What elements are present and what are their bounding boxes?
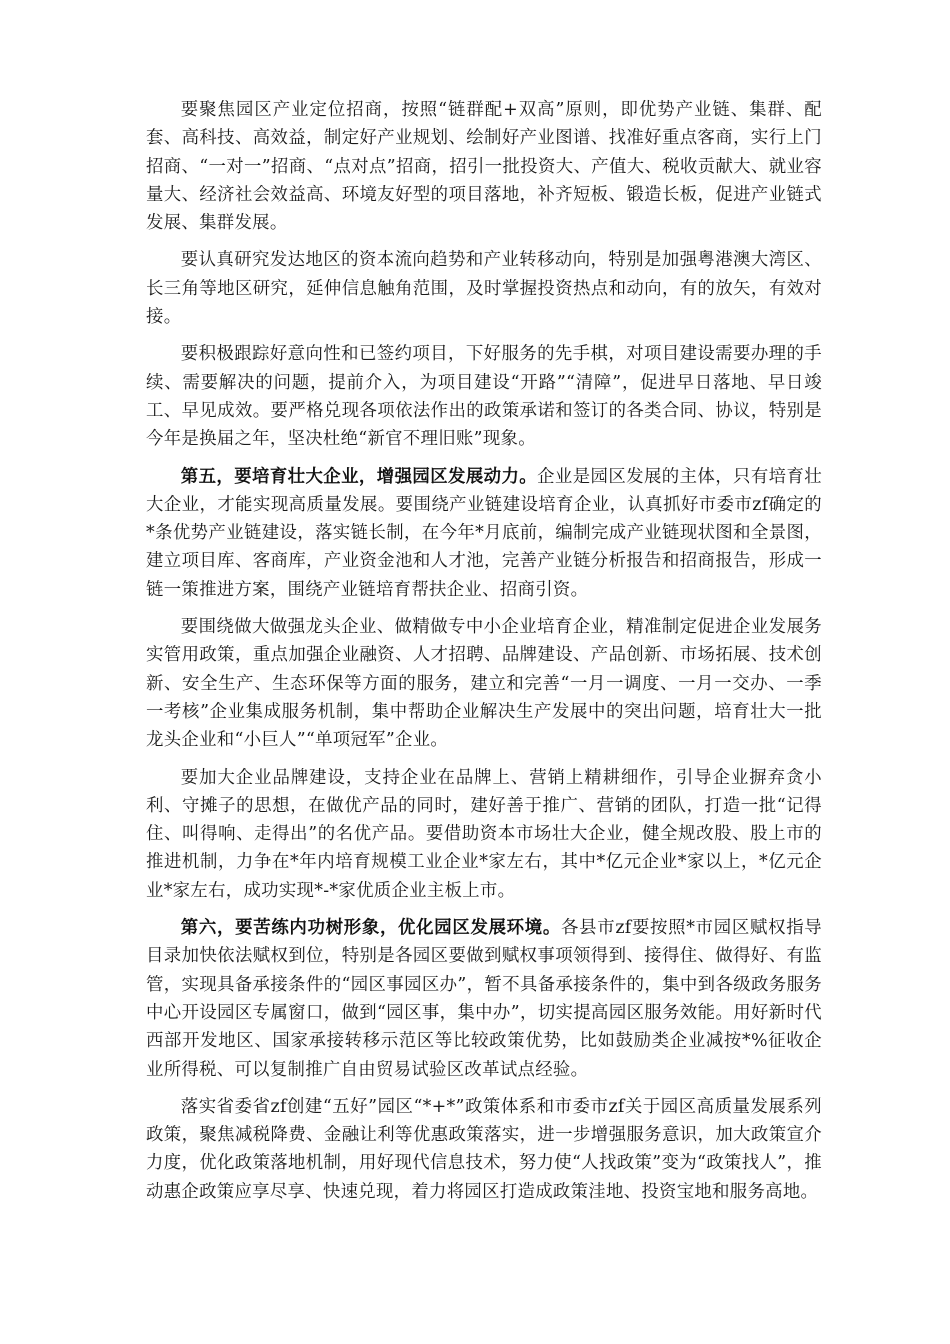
paragraph-5 [146,613,822,754]
paragraph-7 [146,914,822,1084]
paragraph-8-text: 落实省委省zf创建“五好”园区“*+*”政策体系和市委市zf关于园区高质量发展系列政策，聚焦减税降费、金融让利等优惠政策落实，进一步增强服务意识，加大政策宣介力度，优化政策落地机制，用好现代信息技术，努力使“人找政策”变为“政策找人”，推动惠企政策应享尽享、快速兑现，着力将园区打造成政策洼地、投资宝地和服务高地。 [146,1096,822,1202]
paragraph-7-text: 各县市zf要按照*市园区赋权指导目录加快依法赋权到位，特别是各园区要做到赋权事项领得到、接得住、做得好、有监管，实现具备承接条件的“园区事园区办”，暂不具备承接条件的，集中到各级政务服务中心开设园区专属窗口，做到“园区事，集中办”，切实提高园区服务效能。用好新时代西部开发地区、国家承接转移示范区等比较政策优势，比如鼓励类企业减按*%征收企业所得税、可以复制推广自由贸易试验区改革试点经验。 [146,918,822,1080]
paragraph-4-text: 企业是园区发展的主体，只有培育壮大企业，才能实现高质量发展。要围绕产业链建设培育企业，认真抓好市委市zf确定的*条优势产业链建设，落实链长制，在今年*月底前，编制完成产业链现状图和全景图，建立项目库、客商库，产业资金池和人才池，完善产业链分析报告和招商报告，形成一链一策推进方案，围绕产业链培育帮扶企业、招商引资。 [146,466,822,600]
paragraph-6-text: 要加大企业品牌建设，支持企业在品牌上、营销上精耕细作，引导企业摒弃贪小利、守摊子的思想，在做优产品的同时，建好善于推广、营销的团队，打造一批“记得住、叫得响、走得出”的名优产品。要借助资本市场壮大企业，健全规改股、股上市的推进机制，力争在*年内培育规模工业企业*家左右，其中*亿元企业*家以上，*亿元企业*家左右，成功实现*-*家优质企业主板上市。 [146,767,822,901]
paragraph-1 [146,96,822,237]
paragraph-2-text: 要认真研究发达地区的资本流向趋势和产业转移动向，特别是加强粤港澳大湾区、长三角等地区研究，延伸信息触角范围，及时掌握投资热点和动向，有的放矢，有效对接。 [146,250,822,328]
paragraph-8 [146,1093,822,1206]
paragraph-3-text: 要积极跟踪好意向性和已签约项目，下好服务的先手棋，对项目建设需要办理的手续、需要解决的问题，提前介入，为项目建设“开路”“清障”，促进早日落地、早日竣工、早见成效。要严格兑现各项依法作出的政策承诺和签订的各类合同、协议，特别是今年是换届之年，坚决杜绝“新官不理旧账”现象。 [146,344,822,450]
paragraph-2 [146,246,822,331]
paragraph-5-text: 要围绕做大做强龙头企业、做精做专中小企业培育企业，精准制定促进企业发展务实管用政策，重点加强企业融资、人才招聘、品牌建设、产品创新、市场拓展、技术创新、安全生产、生态环保等方面的服务，建立和完善“一月一调度、一月一交办、一季一考核”企业集成服务机制，集中帮助企业解决生产发展中的突出问题，培育壮大一批龙头企业和“小巨人”“单项冠军”企业。 [146,617,822,751]
paragraph-3 [146,340,822,453]
section-five-heading: 第五，要培育壮大企业，增强园区发展动力。 [180,466,538,487]
paragraph-6 [146,764,822,905]
paragraph-1-text: 要聚焦园区产业定位招商，按照“链群配+双高”原则，即优势产业链、集群、配套、高科技、高效益，制定好产业规划、绘制好产业图谱、找准好重点客商，实行上门招商、“一对一”招商、“点对点”招商，招引一批投资大、产值大、税收贡献大、就业容量大、经济社会效益高、环境友好型的项目落地，补齐短板、锻造长板，促进产业链式发展、集群发展。 [146,100,822,234]
section-six-heading: 第六，要苦练内功树形象，优化园区发展环境。 [180,918,562,939]
paragraph-4 [146,463,822,604]
document-body [146,96,822,1215]
